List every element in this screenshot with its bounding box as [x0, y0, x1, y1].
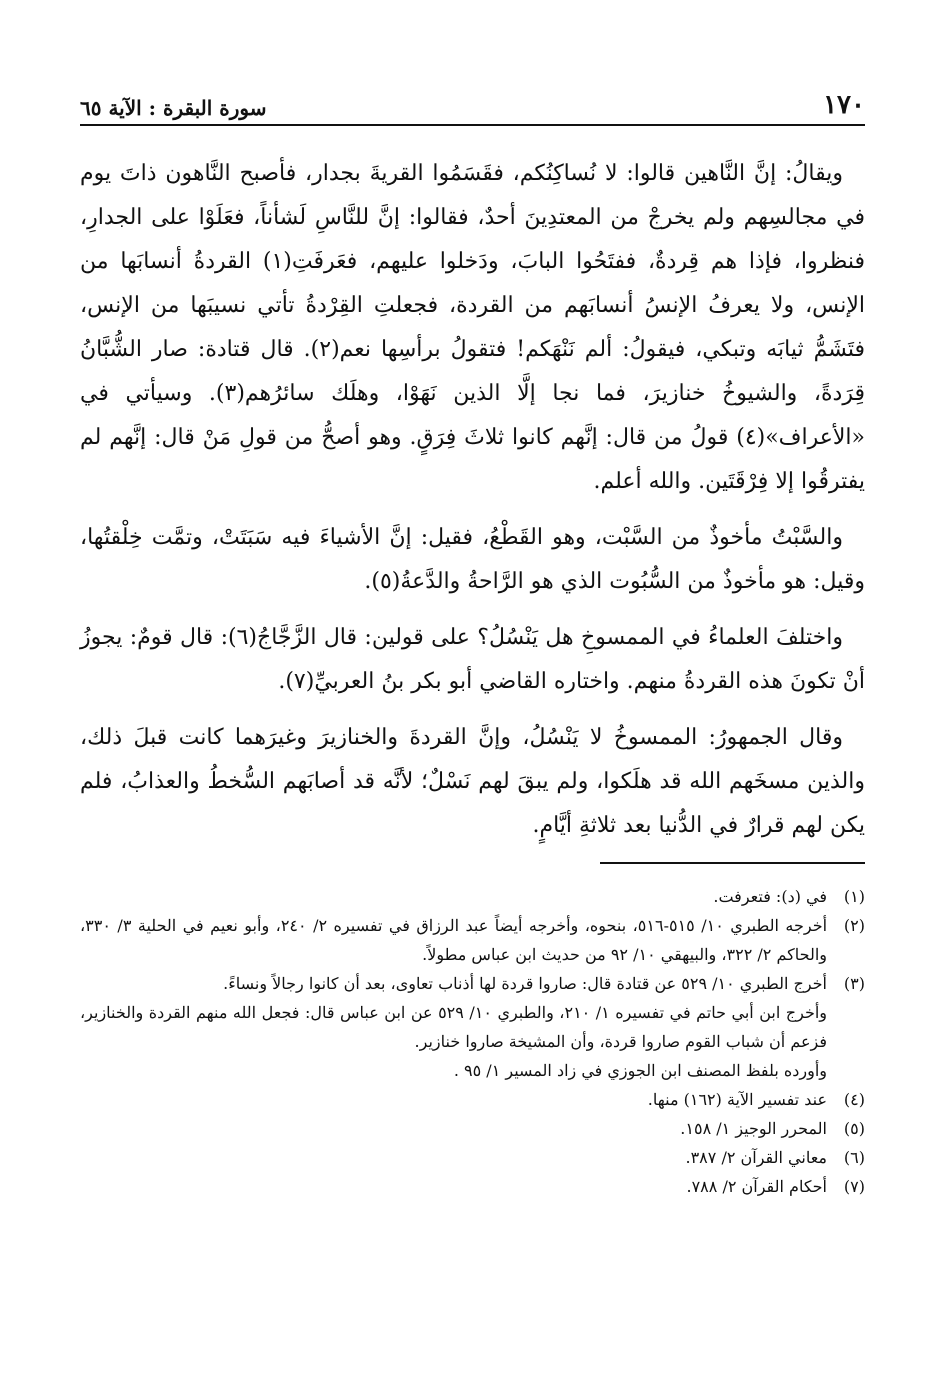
book-page: [80, 80, 865, 1201]
paragraph: ويقالُ: إنَّ النَّاهين قالوا: لا نُساكِنُكم، فقَسَمُوا القريةَ بجدار، فأصبح النَّاهون ذاتَ يوم في مجالسِهم ولم يخرجْ من المعتدِينَ أحدٌ، فقالوا: إنَّ للنَّاسِ لَشأناً، فعَلَوْا على الجدارِ، فنظروا، فإذا هم قِردةٌ، ففتَحُوا البابَ، ودَخلوا عليهم، فعَرفَتِ(١) القردةُ أنسابَها من الإنس، ولا يعرفُ الإنسُ أنسابَهم من القردة، فجعلتِ القِرْدةُ تأتي نسيبَها من الإنس، فتَشَمُّ ثيابَه وتبكي، فيقولُ: ألم نَنْهَكم! فتقولُ برأسِها نعم(٢). قال قتادة: صار الشُّبَّانُ قِرَدةً، والشيوخُ خنازيرَ، فما نجا إلَّا الذين نَهَوْا، وهلَك سائرُهم(٣). وسيأتي في «الأعراف»(٤) قولُ من قال: إنَّهم كانوا ثلاثَ فِرَقٍ. وهو أصحُّ من قولِ مَنْ قال: إنَّهم لم يفترقُوا إلا فِرْقَتَين. والله أعلم.: [80, 161, 865, 494]
footnote-continuation: [80, 1056, 865, 1085]
footnote: [80, 1114, 865, 1143]
footnote-text: المحرر الوجيز ١/ ١٥٨.: [680, 1119, 827, 1138]
footnote-number: (٣): [843, 974, 865, 993]
footnotes: [80, 882, 865, 1201]
footnote-number: (٢): [843, 916, 865, 935]
footnote: [80, 1085, 865, 1114]
footnote-text: أخرجه الطبري ١٠/ ٥١٥-٥١٦، بنحوه، وأخرجه أيضاً عبد الرزاق في تفسيره ٢/ ٢٤٠، وأبو نعيم في الحلية ٣/ ٣٣٠، والحاكم ٢/ ٣٢٢، والبيهقي ١٠/ ٩٢ من حديث ابن عباس مطولاً.: [80, 916, 828, 964]
footnote-number: (٥): [843, 1119, 865, 1138]
footnote: [80, 969, 865, 998]
footnote-text: وأورده بلفظ المصنف ابن الجوزي في زاد المسير ١/ ٩٥ .: [453, 1061, 827, 1080]
footnote-text: معاني القرآن ٢/ ٣٨٧.: [685, 1148, 827, 1167]
footnote: [80, 882, 865, 911]
footnote-number: (١): [843, 887, 865, 906]
page-number: ١٧٠: [823, 90, 865, 120]
surah-title: سورة البقرة : الآية ٦٥: [80, 96, 267, 120]
footnote-text: في (د): فتعرفت.: [713, 887, 827, 906]
footnote-text: أخرج الطبري ١٠/ ٥٢٩ عن قتادة قال: صاروا قردة لها أذناب تعاوى، بعد أن كانوا رجالاً ونساءً.: [223, 974, 827, 993]
footnote-continuation: [80, 998, 865, 1056]
footnote: [80, 1143, 865, 1172]
footnote-text: عند تفسير الآية (١٦٢) منها.: [647, 1090, 827, 1109]
footnote-number: (٧): [843, 1177, 865, 1196]
paragraph: والسَّبْتُ مأخوذٌ من السَّبْت، وهو القَطْعُ، فقيل: إنَّ الأشياءَ فيه سَبَتَتْ، وتمَّت خِلْقتُها، وقيل: هو مأخوذٌ من السُّبُوت الذي هو الرَّاحةُ والدَّعةُ(٥).: [80, 525, 865, 594]
footnote-number: (٤): [843, 1090, 865, 1109]
page-header: [80, 80, 865, 126]
footnote-divider: [600, 862, 865, 864]
paragraph: واختلفَ العلماءُ في الممسوخِ هل يَنْسُلُ؟ على قولين: قال الزَّجَّاجُ(٦): قال قومٌ: يجوزُ أنْ تكونَ هذه القردةُ منهم. واختاره القاضي أبو بكر بنُ العربيِّ(٧).: [80, 625, 865, 694]
footnote-text: وأخرج ابن أبي حاتم في تفسيره ١/ ٢١٠، والطبري ١٠/ ٥٢٩ عن ابن عباس قال: فجعل الله منهم القردة والخنازير، فزعم أن شباب القوم صاروا قردة، وأن المشيخة صاروا خنازير.: [80, 1003, 828, 1051]
main-text: [80, 152, 865, 848]
footnote: [80, 1172, 865, 1201]
footnote-text: أحكام القرآن ٢/ ٧٨٨.: [686, 1177, 827, 1196]
paragraph: وقال الجمهورُ: الممسوخُ لا يَنْسُلُ، وإنَّ القردةَ والخنازيرَ وغيرَهما كانت قبلَ ذلك، والذين مسخَهم الله قد هلَكوا، ولم يبقَ لهم نَسْلٌ؛ لأنَّه قد أصابَهم السُّخطُ والعذابُ، فلم يكن لهم قرارٌ في الدُّنيا بعد ثلاثةِ أيَّامٍ.: [80, 725, 865, 838]
footnote-number: (٦): [843, 1148, 865, 1167]
footnote: [80, 911, 865, 969]
